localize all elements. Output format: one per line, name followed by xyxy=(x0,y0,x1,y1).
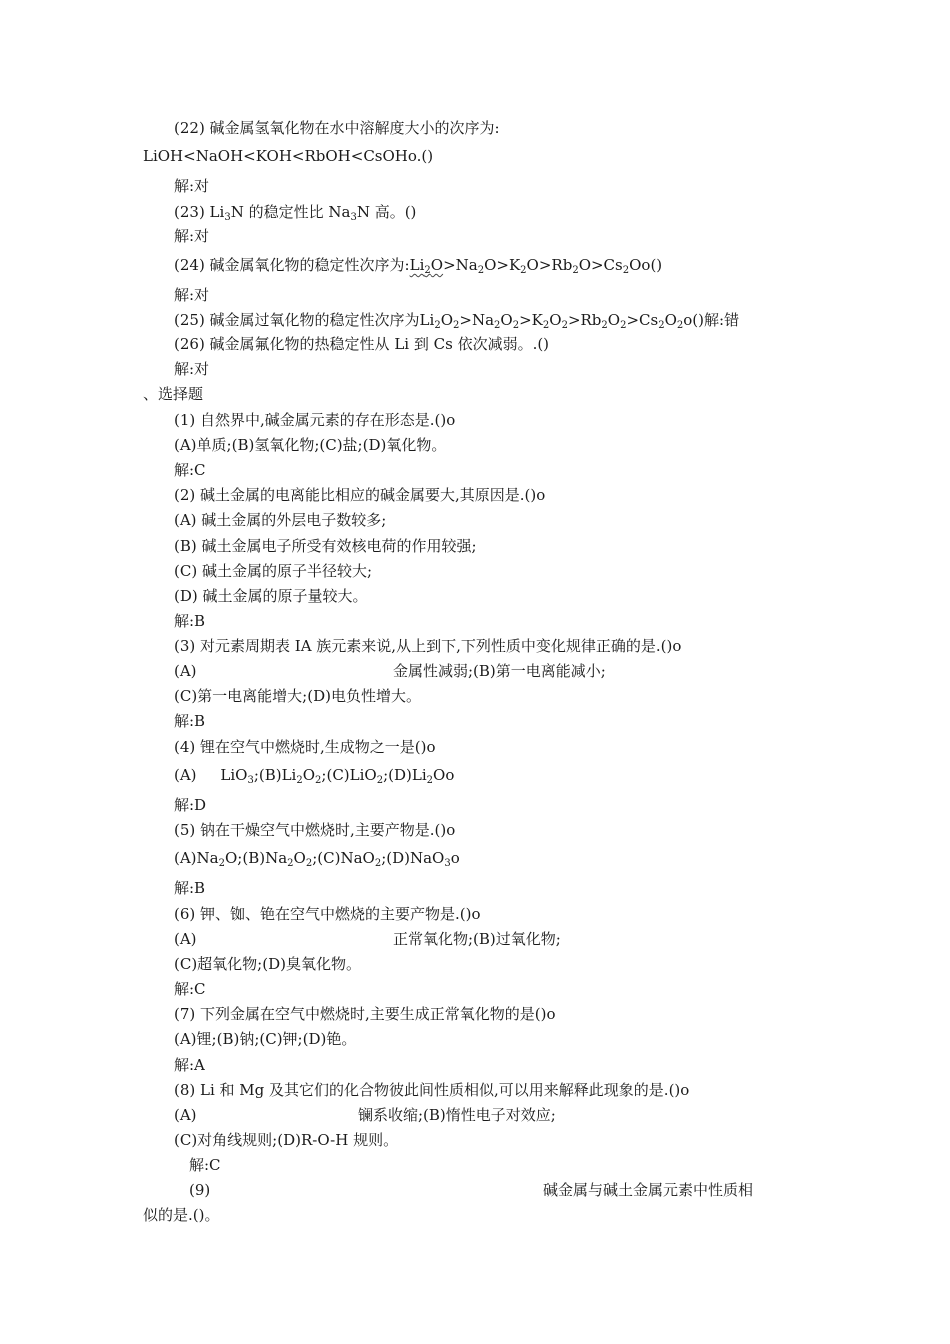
mc-q7-stem: (7) 下列金属在空气中燃烧时,主要生成正常氧化物的是()o xyxy=(174,1005,556,1023)
mc-q2-option-c: (C) 碱土金属的原子半径较大; xyxy=(174,562,373,580)
mc-q2-stem: (2) 碱土金属的电离能比相应的碱金属要大,其原因是.()o xyxy=(174,486,546,504)
mc-q6-option-a-label: (A) xyxy=(174,930,197,948)
mc-q2-option-d: (D) 碱土金属的原子量较大。 xyxy=(174,587,368,605)
tf-q22-formula: LiOH<NaOH<KOH<RbOH<CsOHo.() xyxy=(143,147,434,165)
mc-q9-stem: 碱金属与碱土金属元素中性质相 xyxy=(543,1181,754,1199)
mc-q8-answer: 解:C xyxy=(189,1156,221,1174)
mc-q7-answer: 解:A xyxy=(174,1056,205,1074)
mc-q1-stem: (1) 自然界中,碱金属元素的存在形态是.()o xyxy=(174,411,456,429)
mc-q8-options-ab: 镧系收缩;(B)惰性电子对效应; xyxy=(358,1106,556,1124)
mc-q8-options-cd: (C)对角线规则;(D)R-O-H 规则。 xyxy=(174,1131,399,1149)
mc-q6-options-ab: 正常氧化物;(B)过氧化物; xyxy=(393,930,561,948)
mc-q3-answer: 解:B xyxy=(174,712,206,730)
mc-q7-options: (A)锂;(B)钠;(C)钾;(D)铯。 xyxy=(174,1030,357,1048)
tf-q22-answer: 解:对 xyxy=(174,177,210,195)
mc-q6-answer: 解:C xyxy=(174,980,206,998)
mc-q6-stem: (6) 钾、铷、铯在空气中燃烧的主要产物是.()o xyxy=(174,905,481,923)
mc-q2-option-b: (B) 碱土金属电子所受有效核电荷的作用较强; xyxy=(174,537,477,555)
mc-q2-option-a: (A) 碱土金属的外层电子数较多; xyxy=(174,511,387,529)
mc-q5-answer: 解:B xyxy=(174,879,206,897)
mc-q1-options: (A)单质;(B)氢氧化物;(C)盐;(D)氧化物。 xyxy=(174,436,447,454)
mc-q2-answer: 解:B xyxy=(174,612,206,630)
mc-q8-option-a-label: (A) xyxy=(174,1106,197,1124)
mc-q5-stem: (5) 钠在干燥空气中燃烧时,主要产物是.()o xyxy=(174,821,456,839)
mc-q3-options-ab: 金属性减弱;(B)第一电离能减小; xyxy=(393,662,606,680)
tf-q22-stem: (22) 碱金属氢氧化物在水中溶解度大小的次序为: xyxy=(174,119,500,137)
mc-q4-answer: 解:D xyxy=(174,796,207,814)
wavy-underline-li2o: $Li_2O$ xyxy=(409,256,444,276)
mc-q3-option-a-label: (A) xyxy=(174,662,197,680)
tf-q23-answer: 解:对 xyxy=(174,227,210,245)
tf-q26-stem: (26) 碱金属氟化物的热稳定性从 Li 到 Cs 依次减弱。.() xyxy=(174,335,550,353)
tf-q24-stem: (24) 碱金属氧化物的稳定性次序为$:Li_2O>Na_2O>K_2O>Rb_2O>Cs_2Oo()$ xyxy=(174,256,663,276)
mc-q1-answer: 解:C xyxy=(174,461,206,479)
mc-q4-stem: (4) 锂在空气中燃烧时,生成物之一是()o xyxy=(174,738,436,756)
tf-q26-answer: 解:对 xyxy=(174,360,210,378)
mc-q4-options: (A) $LiO_3;(B)Li_2O_2;(C)LiO_2;(D)Li_2Oo$ xyxy=(174,766,455,786)
mc-q3-stem: (3) 对元素周期表 IA 族元素来说,从上到下,下列性质中变化规律正确的是.()o xyxy=(174,637,682,655)
tf-q25-stem: (25) 碱金属过氧化物的稳定性次序为$Li_2O_2>Na_2O_2>K_2O_2>Rb_2O_2>Cs_2O_2o()$解:错 xyxy=(174,311,740,331)
mc-q8-stem: (8) Li 和 Mg 及其它们的化合物彼此间性质相似,可以用来解释此现象的是.()o xyxy=(174,1081,690,1099)
tf-q24-answer: 解:对 xyxy=(174,286,210,304)
mc-q9-label: (9) xyxy=(189,1181,211,1199)
mc-q6-options-cd: (C)超氧化物;(D)臭氧化物。 xyxy=(174,955,361,973)
tf-q23-stem: (23) $Li_3N$ 的稳定性比 $Na_3N$ 高。() xyxy=(174,203,417,223)
mc-q9-stem-continued: 似的是.()。 xyxy=(143,1206,220,1224)
mc-q3-options-cd: (C)第一电离能增大;(D)电负性增大。 xyxy=(174,687,421,705)
mc-q5-options: $(A)Na_2O;(B)Na_2O_2;(C)NaO_2;(D)NaO_3o$ xyxy=(174,849,460,869)
section-heading: 、选择题 xyxy=(143,385,204,403)
